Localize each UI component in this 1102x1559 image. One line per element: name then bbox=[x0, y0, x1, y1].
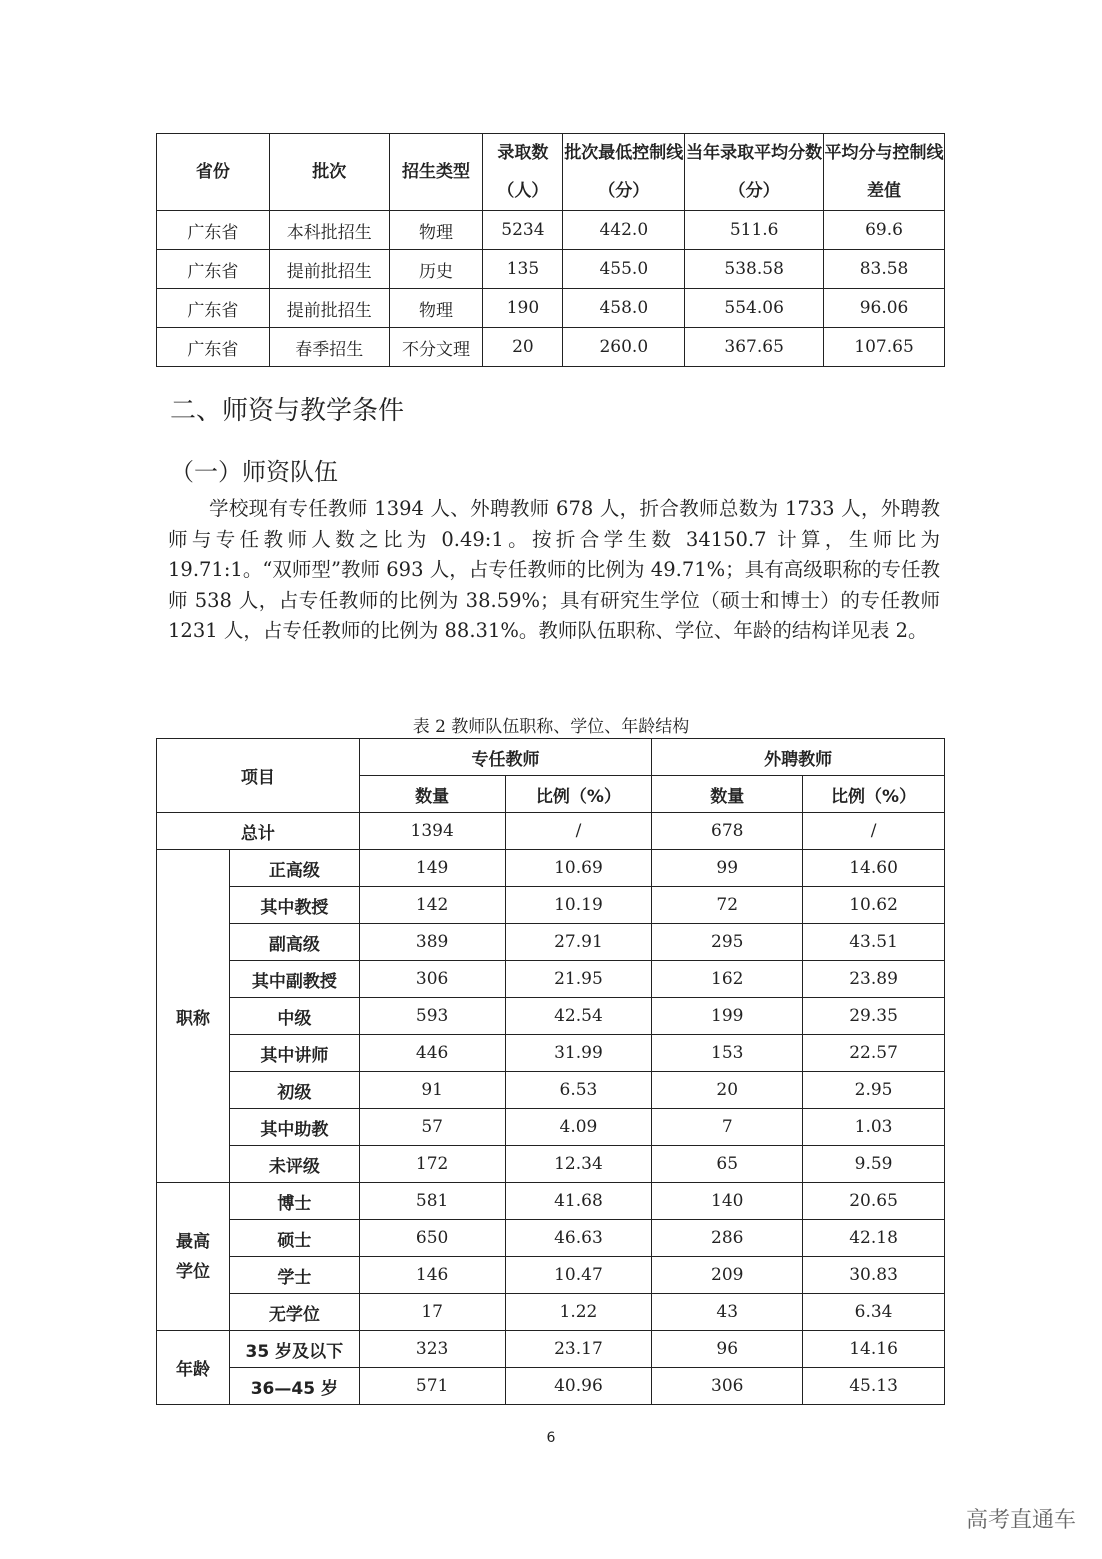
watermark: 高考直通车 bbox=[965, 1508, 1076, 1533]
row-label-total: 总计 bbox=[157, 813, 360, 850]
table-cell: 提前批招生 bbox=[269, 289, 389, 328]
header-batch: 批次 bbox=[269, 134, 389, 211]
table-cell: 107.65 bbox=[824, 328, 945, 367]
table-row bbox=[157, 1035, 945, 1072]
table-cell: 446 bbox=[359, 1035, 505, 1072]
table-cell: 广东省 bbox=[157, 328, 270, 367]
table-cell: 7 bbox=[652, 1109, 803, 1146]
table-cell: 295 bbox=[652, 924, 803, 961]
table-cell: 10.47 bbox=[505, 1257, 652, 1294]
table-cell: 260.0 bbox=[563, 328, 685, 367]
row-label: 初级 bbox=[229, 1072, 359, 1109]
table-cell: 6.34 bbox=[803, 1294, 945, 1331]
table-row bbox=[157, 328, 945, 367]
table-cell: 23.89 bbox=[803, 961, 945, 998]
table-cell: 389 bbox=[359, 924, 505, 961]
table-cell: 1.22 bbox=[505, 1294, 652, 1331]
table-row bbox=[157, 1220, 945, 1257]
header-fulltime: 专任教师 bbox=[359, 739, 652, 776]
table-row bbox=[157, 998, 945, 1035]
table-cell: 23.17 bbox=[505, 1331, 652, 1368]
table-cell: 45.13 bbox=[803, 1368, 945, 1405]
table-cell: 提前批招生 bbox=[269, 250, 389, 289]
table-cell: 42.54 bbox=[505, 998, 652, 1035]
section-label: 职称 bbox=[157, 850, 230, 1183]
row-label: 无学位 bbox=[229, 1294, 359, 1331]
table-cell: 4.09 bbox=[505, 1109, 652, 1146]
table-cell: 14.60 bbox=[803, 850, 945, 887]
table-cell: 广东省 bbox=[157, 250, 270, 289]
table-cell: 21.95 bbox=[505, 961, 652, 998]
table-cell: 146 bbox=[359, 1257, 505, 1294]
table-cell: 190 bbox=[483, 289, 563, 328]
table-cell: 442.0 bbox=[563, 211, 685, 250]
table-cell: 142 bbox=[359, 887, 505, 924]
table-cell: 153 bbox=[652, 1035, 803, 1072]
table-row bbox=[157, 961, 945, 998]
table-cell: 455.0 bbox=[563, 250, 685, 289]
table-header-row bbox=[157, 739, 945, 776]
table-row bbox=[157, 1072, 945, 1109]
table-cell: 511.6 bbox=[685, 211, 824, 250]
body-paragraph: 学校现有专任教师 1394 人、外聘教师 678 人，折合教师总数为 1733 人，外聘教师与专任教师人数之比为 0.49:1。按折合学生数 34150.7 计算，生师比为 19.71:1。“双师型”教师 693 人，占专任教师的比例为 49.71%；具有高级职称的专任教师 538 人，占专任教师的比例为 38.59%；具有研究生学位（硕士和博士）的专任教师 1231 人，占专任教师的比例为 88.31%。教师队伍职称、学位、年龄的结构详见表 2。 bbox=[168, 497, 940, 642]
table-cell: 96.06 bbox=[824, 289, 945, 328]
header-fulltime-ratio: 比例（%） bbox=[505, 776, 652, 813]
table-cell: 历史 bbox=[389, 250, 483, 289]
table-cell: 20 bbox=[652, 1072, 803, 1109]
table-cell: 581 bbox=[359, 1183, 505, 1220]
table-cell: 286 bbox=[652, 1220, 803, 1257]
table-row bbox=[157, 250, 945, 289]
table-row bbox=[157, 924, 945, 961]
table-cell: 367.65 bbox=[685, 328, 824, 367]
section-label: 最高学位 bbox=[157, 1183, 230, 1331]
table-cell: 83.58 bbox=[824, 250, 945, 289]
row-label: 35 岁及以下 bbox=[229, 1331, 359, 1368]
header-external: 外聘教师 bbox=[652, 739, 945, 776]
table-cell: 12.34 bbox=[505, 1146, 652, 1183]
table-cell: 广东省 bbox=[157, 289, 270, 328]
table-cell: 10.69 bbox=[505, 850, 652, 887]
table-cell: 2.95 bbox=[803, 1072, 945, 1109]
table-cell: 42.18 bbox=[803, 1220, 945, 1257]
table-cell: 135 bbox=[483, 250, 563, 289]
table-cell: 162 bbox=[652, 961, 803, 998]
table-cell: 199 bbox=[652, 998, 803, 1035]
section-label: 年龄 bbox=[157, 1331, 230, 1405]
table-cell: 17 bbox=[359, 1294, 505, 1331]
header-avg-score: 当年录取平均分数（分） bbox=[685, 134, 824, 211]
table-cell: 31.99 bbox=[505, 1035, 652, 1072]
table-cell: 538.58 bbox=[685, 250, 824, 289]
table-cell: 20 bbox=[483, 328, 563, 367]
row-label: 硕士 bbox=[229, 1220, 359, 1257]
table-cell: 10.19 bbox=[505, 887, 652, 924]
table-caption: 表 2 教师队伍职称、学位、年龄结构 bbox=[412, 717, 690, 737]
table-row bbox=[157, 850, 945, 887]
table-row bbox=[157, 1294, 945, 1331]
table-cell: 9.59 bbox=[803, 1146, 945, 1183]
row-label: 未评级 bbox=[229, 1146, 359, 1183]
header-admitted: 录取数（人） bbox=[483, 134, 563, 211]
table-cell: 14.16 bbox=[803, 1331, 945, 1368]
header-province: 省份 bbox=[157, 134, 270, 211]
row-label: 学士 bbox=[229, 1257, 359, 1294]
table-cell: 149 bbox=[359, 850, 505, 887]
table-cell: 本科批招生 bbox=[269, 211, 389, 250]
table-cell: 96 bbox=[652, 1331, 803, 1368]
page-number: 6 bbox=[546, 1430, 556, 1446]
admission-table-header bbox=[157, 134, 945, 211]
row-label: 其中教授 bbox=[229, 887, 359, 924]
table-cell: 99 bbox=[652, 850, 803, 887]
table-cell: 306 bbox=[652, 1368, 803, 1405]
table-cell: 27.91 bbox=[505, 924, 652, 961]
table-cell: 1394 bbox=[359, 813, 505, 850]
header-diff: 平均分与控制线差值 bbox=[824, 134, 945, 211]
table-cell: 458.0 bbox=[563, 289, 685, 328]
table-row bbox=[157, 1331, 945, 1368]
header-min-line: 批次最低控制线（分） bbox=[563, 134, 685, 211]
header-external-count: 数量 bbox=[652, 776, 803, 813]
table-cell: 春季招生 bbox=[269, 328, 389, 367]
table-cell: 140 bbox=[652, 1183, 803, 1220]
table-cell: 29.35 bbox=[803, 998, 945, 1035]
table-cell: 69.6 bbox=[824, 211, 945, 250]
table-cell: 57 bbox=[359, 1109, 505, 1146]
subsection-title: （一）师资队伍 bbox=[170, 458, 338, 486]
table-cell: 72 bbox=[652, 887, 803, 924]
header-fulltime-count: 数量 bbox=[359, 776, 505, 813]
table-row bbox=[157, 1146, 945, 1183]
table-cell: 30.83 bbox=[803, 1257, 945, 1294]
row-label: 副高级 bbox=[229, 924, 359, 961]
table-cell: / bbox=[505, 813, 652, 850]
table-cell: 554.06 bbox=[685, 289, 824, 328]
row-label: 其中副教授 bbox=[229, 961, 359, 998]
section-title: 二、师资与教学条件 bbox=[170, 396, 405, 426]
table-cell: 209 bbox=[652, 1257, 803, 1294]
table-cell: / bbox=[803, 813, 945, 850]
row-label: 博士 bbox=[229, 1183, 359, 1220]
table-row bbox=[157, 1257, 945, 1294]
table-row bbox=[157, 1109, 945, 1146]
table-row bbox=[157, 289, 945, 328]
row-label: 其中助教 bbox=[229, 1109, 359, 1146]
table-cell: 10.62 bbox=[803, 887, 945, 924]
table-cell: 306 bbox=[359, 961, 505, 998]
header-type: 招生类型 bbox=[389, 134, 483, 211]
header-item: 项目 bbox=[157, 739, 360, 813]
table-cell: 40.96 bbox=[505, 1368, 652, 1405]
table-cell: 678 bbox=[652, 813, 803, 850]
table-cell: 91 bbox=[359, 1072, 505, 1109]
table-cell: 43.51 bbox=[803, 924, 945, 961]
table-cell: 323 bbox=[359, 1331, 505, 1368]
table-cell: 650 bbox=[359, 1220, 505, 1257]
row-label: 其中讲师 bbox=[229, 1035, 359, 1072]
header-external-ratio: 比例（%） bbox=[803, 776, 945, 813]
table-cell: 1.03 bbox=[803, 1109, 945, 1146]
table-cell: 593 bbox=[359, 998, 505, 1035]
table-row bbox=[157, 887, 945, 924]
table-row bbox=[157, 211, 945, 250]
admission-table bbox=[156, 133, 945, 367]
table-cell: 20.65 bbox=[803, 1183, 945, 1220]
table-cell: 物理 bbox=[389, 289, 483, 328]
table-cell: 5234 bbox=[483, 211, 563, 250]
table-cell: 65 bbox=[652, 1146, 803, 1183]
table-cell: 22.57 bbox=[803, 1035, 945, 1072]
table-row bbox=[157, 1183, 945, 1220]
table-cell: 172 bbox=[359, 1146, 505, 1183]
row-label: 正高级 bbox=[229, 850, 359, 887]
table-cell: 41.68 bbox=[505, 1183, 652, 1220]
table-cell: 6.53 bbox=[505, 1072, 652, 1109]
table-row-total bbox=[157, 813, 945, 850]
table-row bbox=[157, 1368, 945, 1405]
table-cell: 46.63 bbox=[505, 1220, 652, 1257]
table-cell: 物理 bbox=[389, 211, 483, 250]
table-cell: 43 bbox=[652, 1294, 803, 1331]
table-cell: 不分文理 bbox=[389, 328, 483, 367]
faculty-structure-table bbox=[156, 738, 945, 1405]
row-label: 36—45 岁 bbox=[229, 1368, 359, 1405]
table-cell: 571 bbox=[359, 1368, 505, 1405]
row-label: 中级 bbox=[229, 998, 359, 1035]
table-cell: 广东省 bbox=[157, 211, 270, 250]
